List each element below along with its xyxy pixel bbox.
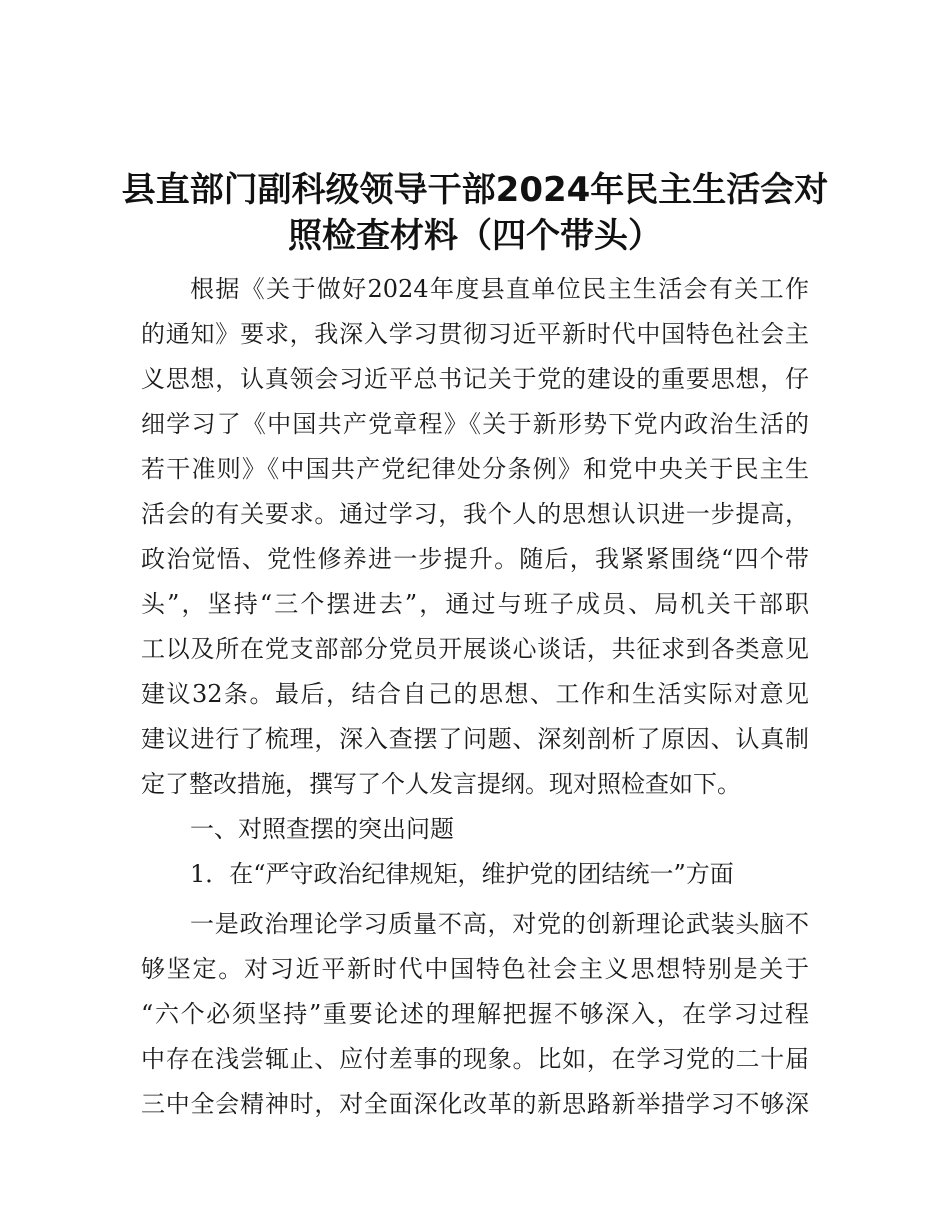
subsection-heading: 1．在“严守政治纪律规矩，维护党的团结统一”方面 — [190, 860, 734, 888]
body-text-line: “六个必须坚持”重要论述的理解把握不够深入，在学习过程 — [141, 1000, 809, 1028]
body-text-line: 头”，坚持“三个摆进去”，通过与班子成员、局机关干部职 — [141, 590, 809, 618]
body-text-line: 若干准则》《中国共产党纪律处分条例》和党中央关于民主生 — [141, 455, 809, 483]
body-text-line: 定了整改措施，撰写了个人发言提纲。现对照检查如下。 — [141, 770, 741, 798]
section-heading: 一、对照查摆的突出问题 — [190, 815, 454, 843]
body-text-line: 义思想，认真领会习近平总书记关于党的建设的重要思想，仔 — [141, 365, 809, 393]
body-text-line: 一是政治理论学习质量不高，对党的创新理论武装头脑不 — [190, 910, 809, 938]
body-text-line: 工以及所在党支部部分党员开展谈心谈话，共征求到各类意见 — [141, 635, 809, 663]
document-title-line-2: 照检查材料（四个带头） — [288, 216, 662, 256]
body-text-line: 根据《关于做好2024年度县直单位民主生活会有关工作 — [190, 275, 809, 303]
body-text-line: 够坚定。对习近平新时代中国特色社会主义思想特别是关于 — [141, 955, 809, 983]
body-text-line: 细学习了《中国共产党章程》《关于新形势下党内政治生活的 — [141, 410, 809, 438]
body-text-line: 中存在浅尝辄止、应付差事的现象。比如，在学习党的二十届 — [141, 1045, 809, 1073]
document-title-line-1: 县直部门副科级领导干部2024年民主生活会对 — [121, 170, 829, 210]
body-text-line: 政治觉悟、党性修养进一步提升。随后，我紧紧围绕“四个带 — [141, 545, 809, 573]
body-text-line: 建议32条。最后，结合自己的思想、工作和生活实际对意见 — [141, 680, 809, 708]
body-text-line: 建议进行了梳理，深入查摆了问题、深刻剖析了原因、认真制 — [141, 725, 809, 753]
body-text-line: 活会的有关要求。通过学习，我个人的思想认识进一步提高， — [141, 500, 809, 528]
body-text-line: 的通知》要求，我深入学习贯彻习近平新时代中国特色社会主 — [141, 320, 809, 348]
body-text-line: 三中全会精神时，对全面深化改革的新思路新举措学习不够深 — [141, 1090, 809, 1118]
